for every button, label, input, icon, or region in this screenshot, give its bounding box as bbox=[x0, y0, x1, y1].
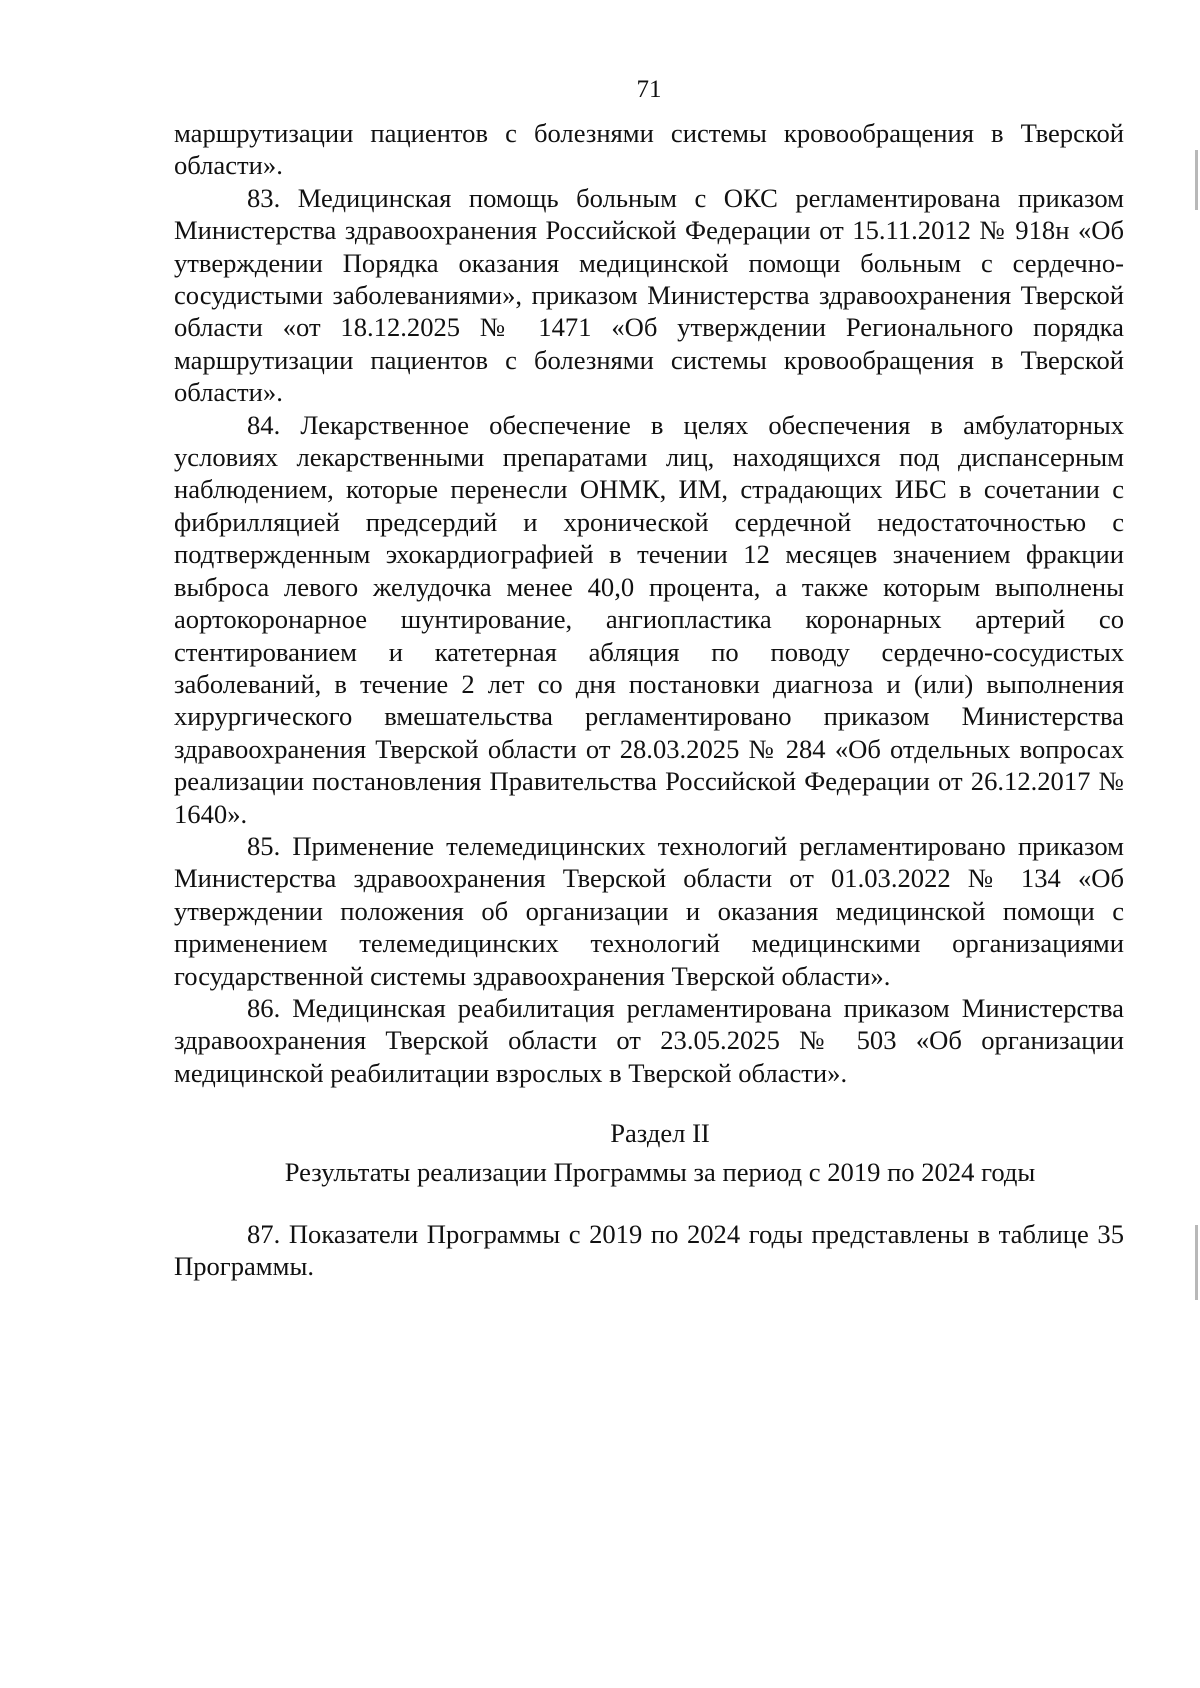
paragraph-continuation: маршрутизации пациентов с болезнями системы кровообращения в Тверской области». bbox=[174, 118, 1124, 181]
scan-edge-mark bbox=[1195, 1225, 1198, 1300]
scan-edge-mark bbox=[1195, 150, 1198, 210]
paragraph-85: 85. Применение телемедицинских технологий регламентировано приказом Министерства здравоохранения Тверской области от 01.03.2022 № 134 «Об утверждении положения об организации и оказания медицинской помощи с применением телемедицинских технологий медицинскими организациями государственной системы здравоохранения Тверской области». bbox=[174, 830, 1124, 991]
paragraph-84: 84. Лекарственное обеспечение в целях обеспечения в амбулаторных условиях лекарственными препаратами лиц, находящихся под диспансерным наблюдением, которые перенесли ОНМК, ИМ, страдающих ИБС в сочетании с фибрилляцией предсердий и хронической сердечной недостаточностью с подтвержденным эхокардиографией в течении 12 месяцев значением фракции выброса левого желудочка менее 40,0 процента, а также которым выполнены аортокоронарное шунтирование, ангиопластика коронарных артерий со стентированием и катетерная абляция по поводу сердечно-сосудистых заболеваний, в течение 2 лет со дня постановки диагноза и (или) выполнения хирургического вмешательства регламентировано приказом Министерства здравоохранения Тверской области от 28.03.2025 № 284 «Об отдельных вопросах реализации постановления Правительства Российской Федерации от 26.12.2017 № 1640». bbox=[174, 409, 1124, 829]
page-number: 71 bbox=[636, 76, 662, 103]
paragraph-83: 83. Медицинская помощь больным с ОКС регламентирована приказом Министерства здравоохранения Российской Федерации от 15.11.2012 № 918н «Об утверждении Порядка оказания медицинской помощи больным с сердечно-сосудистыми заболеваниями», приказом Министерства здравоохранения Тверской области «от 18.12.2025 № 1471 «Об утверждении Регионального порядка маршрутизации пациентов с болезнями системы кровообращения в Тверской области». bbox=[174, 182, 1124, 408]
paragraph-86: 86. Медицинская реабилитация регламентирована приказом Министерства здравоохранения Тверской области от 23.05.2025 № 503 «Об организации медицинской реабилитации взрослых в Тверской области». bbox=[174, 992, 1124, 1088]
paragraph-87: 87. Показатели Программы с 2019 по 2024 годы представлены в таблице 35 Программы. bbox=[174, 1219, 1124, 1282]
section-subtitle: Результаты реализации Программы за период с 2019 по 2024 годы bbox=[284, 1156, 1036, 1187]
document-body bbox=[174, 117, 1124, 1283]
section-heading: Раздел II bbox=[610, 1118, 710, 1149]
section-spacer bbox=[174, 1188, 1124, 1218]
